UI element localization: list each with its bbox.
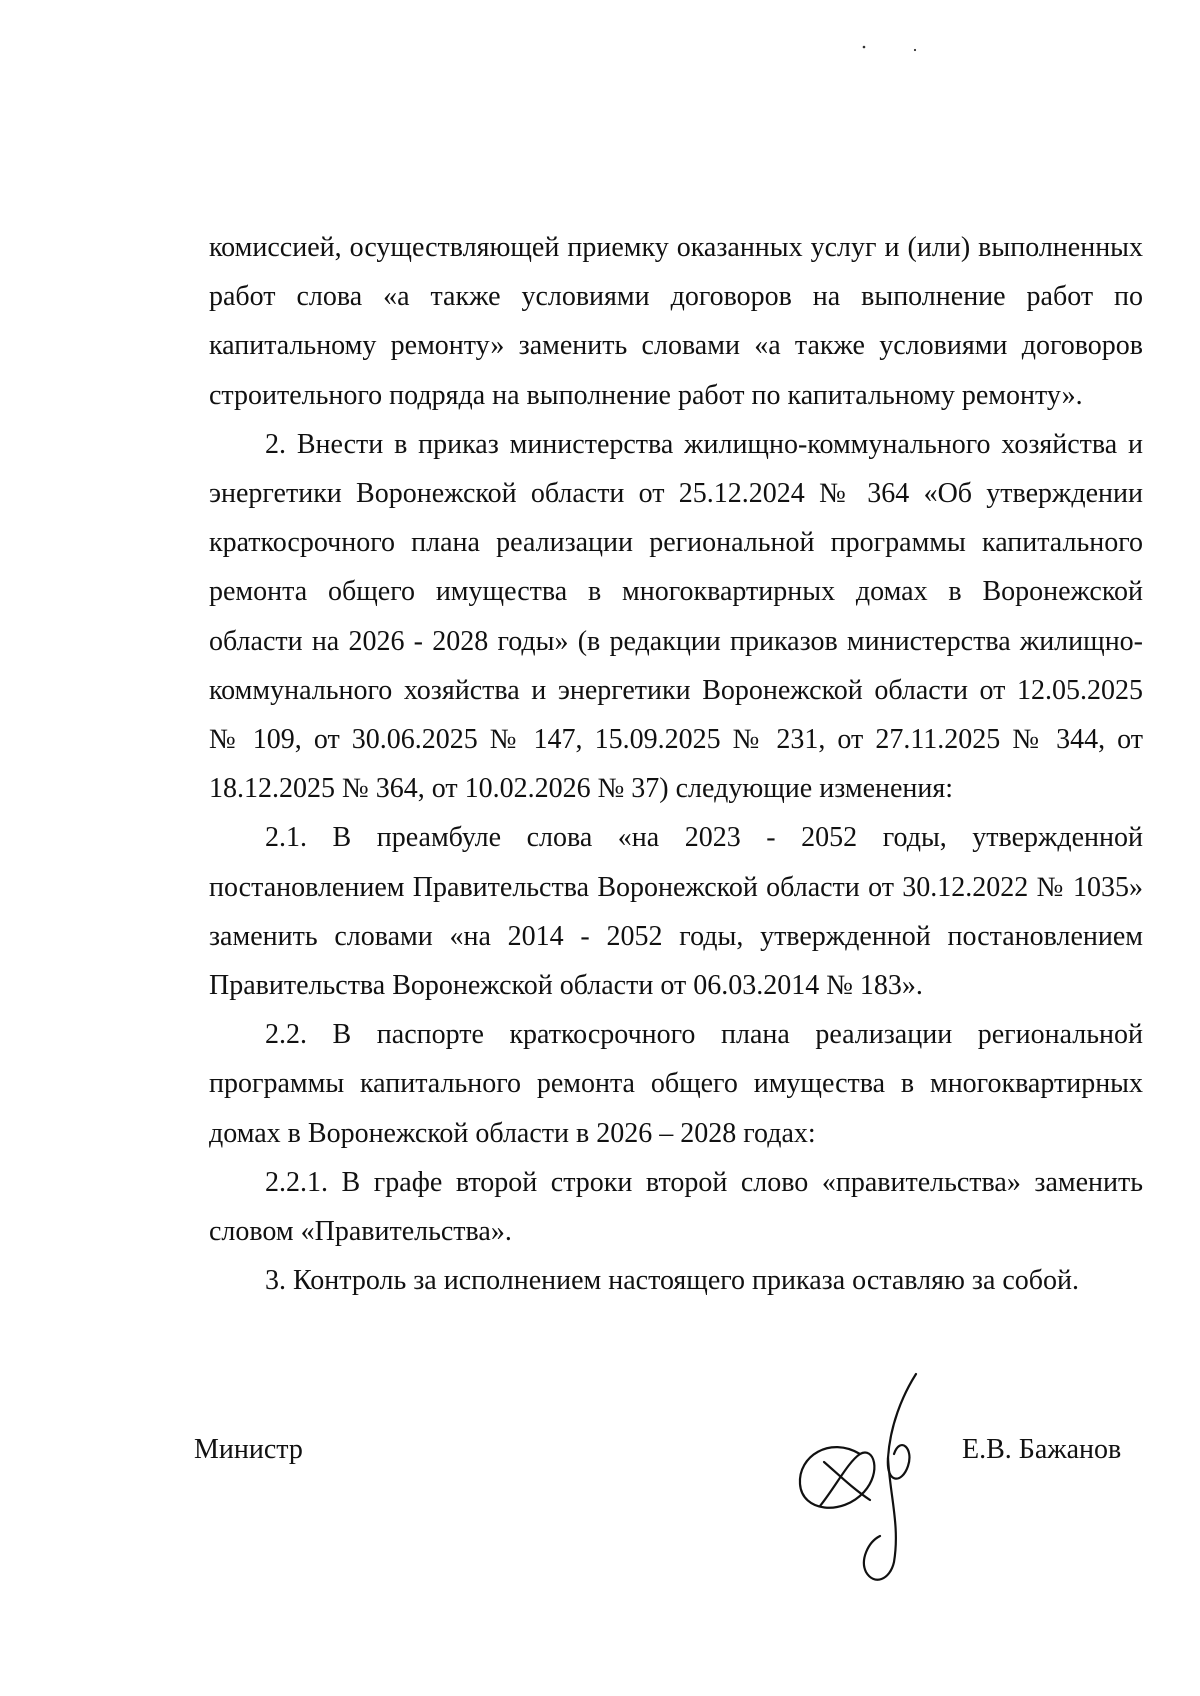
paragraph-item-2-2: 2.2. В паспорте краткосрочного плана реализации региональной программы капитального ремонта общего имущества в многоквартирных домах в Воронежской области в 2026 – 2028 годах:: [209, 1019, 1143, 1149]
paragraph-item-2: 2. Внести в приказ министерства жилищно-коммунального хозяйства и энергетики Воронежской области от 25.12.2024 № 364 «Об утверждении краткосрочного плана реализации региональной программы капитального ремонта общего имущества в многоквартирных домах в Воронежской области на 2026 - 2028 годы» (в редакции приказов министерства жилищно-коммунального хозяйства и энергетики Воронежской области от 12.05.2025 № 109, от 30.06.2025 № 147, 15.09.2025 № 231, от 27.11.2025 № 344, от 18.12.2025 № 364, от 10.02.2026 № 37) следующие изменения:: [209, 428, 1143, 805]
paragraph-item-3: 3. Контроль за исполнением настоящего приказа оставляю за собой.: [265, 1265, 1080, 1297]
handwritten-signature: [790, 1366, 970, 1596]
document-body: [209, 223, 1143, 1305]
signature-block: [0, 1430, 1200, 1660]
paragraph-item-2-1: 2.1. В преамбуле слова «на 2023 - 2052 годы, утвержденной постановлением Правительства Воронежской области от 30.12.2022 № 1035» заменить словами «на 2014 - 2052 годы, утвержденной постановлением Правительства Воронежской области от 06.03.2014 № 183».: [209, 822, 1143, 1002]
signatory-name: Е.В. Бажанов: [962, 1434, 1122, 1465]
paragraph-item-2-2-1: 2.2.1. В графе второй строки второй слово «правительства» заменить словом «Правительства».: [209, 1166, 1143, 1248]
scan-specks-decoration: [860, 44, 920, 54]
paragraph-continuation: комиссией, осуществляющей приемку оказанных услуг и (или) выполненных работ слова «а также условиями договоров на выполнение работ по капитальному ремонту» заменить словами «а также условиями договоров строительного подряда на выполнение работ по капитальному ремонту».: [209, 232, 1143, 411]
signatory-title: Министр: [194, 1434, 303, 1465]
